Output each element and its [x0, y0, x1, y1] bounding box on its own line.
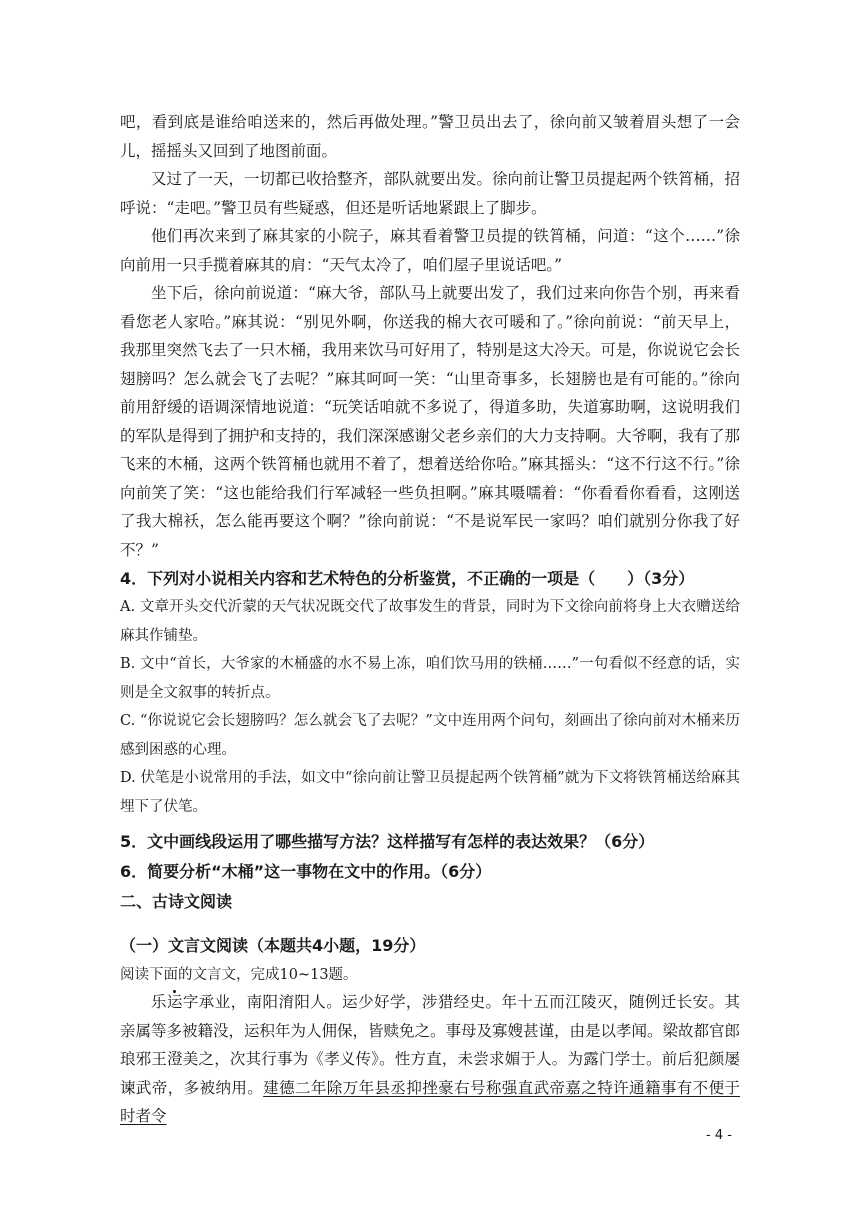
question-4-option-c: C. “你说说它会长翅膀吗？怎么就会飞了去呢？”文中连用两个问句，刻画出了徐向前对木桶来历感到困惑的心理。: [120, 713, 740, 758]
story-paragraph-4: 坐下后，徐向前说道：“麻大爷，部队马上就要出发了，我们过来向你告个别，再来看看您老人家哈。”麻其说：“别见外啊，你送我的棉大衣可暖和了。”徐向前说：“前天早上，我那里突然飞去了一只木桶，我用来饮马可好用了，特别是这大冷天。可是，你说说它会长翅膀吗？怎么就会飞了去呢？”麻其呵呵一笑：“山里奇事多，长翅膀也是有可能的。”徐向前用舒缓的语调深情地说道：“玩笑话咱就不多说了，得道多助，失道寡助啊，这说明我们的军队是得到了拥护和支持的，我们深深感谢父老乡亲们的大力支持啊。大爷啊，我有了那飞来的木桶，这两个铁筲桶也就用不着了，想着送给你哈。”麻其摇头：“这不行这不行。”徐向前笑了笑：“这也能给我们行军减轻一些负担啊。”麻其嗫嚅着：“你看看你看看，这刚送了我大棉袄，怎么能再要这个啊？”徐向前说：“不是说军民一家吗？咱们就别分你我了好不？”: [120, 284, 741, 559]
question-6: 6．简要分析“木桶”这一事物在文中的作用。（6分）: [120, 862, 492, 881]
question-4-option-b: B. 文中“首长，大爷家的木桶盛的水不易上冻，咱们饮马用的铁桶……”一句看似不经意的话，实则是全文叙事的转折点。: [120, 656, 740, 701]
underlined-sentence: 建德二年除万年县丞抑挫豪右号称强直武帝嘉之特许通籍事有不便于时者令: [120, 1078, 740, 1125]
passage-first-char: 乐: [151, 993, 167, 1011]
dotted-char: 运: [166, 993, 183, 1011]
story-paragraph-2: 又过了一天，一切都已收拾整齐，部队就要出发。徐向前让警卫员提起两个铁筲桶，招呼说：“走吧。”警卫员有些疑惑，但还是听话地紧跟上了脚步。: [120, 170, 741, 217]
question-4-option-a: A. 文章开头交代沂蒙的天气状况既交代了故事发生的背景，同时为下文徐向前将身上大衣赠送给麻其作铺垫。: [120, 599, 740, 644]
question-4-stem: 4．下列对小说相关内容和艺术特色的分析鉴赏，不正确的一项是（ ）（3分）: [120, 569, 695, 588]
section-heading-classical: 二、古诗文阅读: [120, 892, 233, 911]
subsection-heading: （一）文言文阅读（本题共4小题，19分）: [120, 936, 426, 955]
page-number: - 4 -: [706, 1128, 732, 1143]
reading-instruction: 阅读下面的文言文，完成10~13题。: [120, 967, 358, 983]
story-paragraph-3: 他们再次来到了麻其家的小院子，麻其看着警卫员提的铁筲桶，问道：“这个……”徐向前用一只手揽着麻其的肩：“天气太冷了，咱们屋子里说话吧。”: [120, 227, 740, 274]
question-4-option-d: D. 伏笔是小说常用的手法，如文中“徐向前让警卫员提起两个铁筲桶”就为下文将铁筲桶送给麻其埋下了伏笔。: [120, 770, 740, 815]
story-paragraph-1: 吧，看到底是谁给咱送来的，然后再做处理。”警卫员出去了，徐向前又皱着眉头想了一会儿，摇摇头又回到了地图前面。: [120, 113, 740, 160]
passage-body: 字承业，南阳淯阳人。运少好学，涉猎经史。年十五而江陵灭，随例迁长安。其亲属等多被籍没，运积年为人佣保，皆赎免之。事母及寡嫂甚谨，由是以孝闻。梁故都官郎琅邪王澄美之，次其行事为《孝义传》。性方直，未尝求媚于人。为露门学士。前后犯颜屡谏武帝，多被纳用。: [120, 993, 741, 1097]
classical-passage: [120, 988, 740, 1131]
question-5: 5．文中画线段运用了哪些描写方法？这样描写有怎样的表达效果？（6分）: [120, 832, 655, 851]
